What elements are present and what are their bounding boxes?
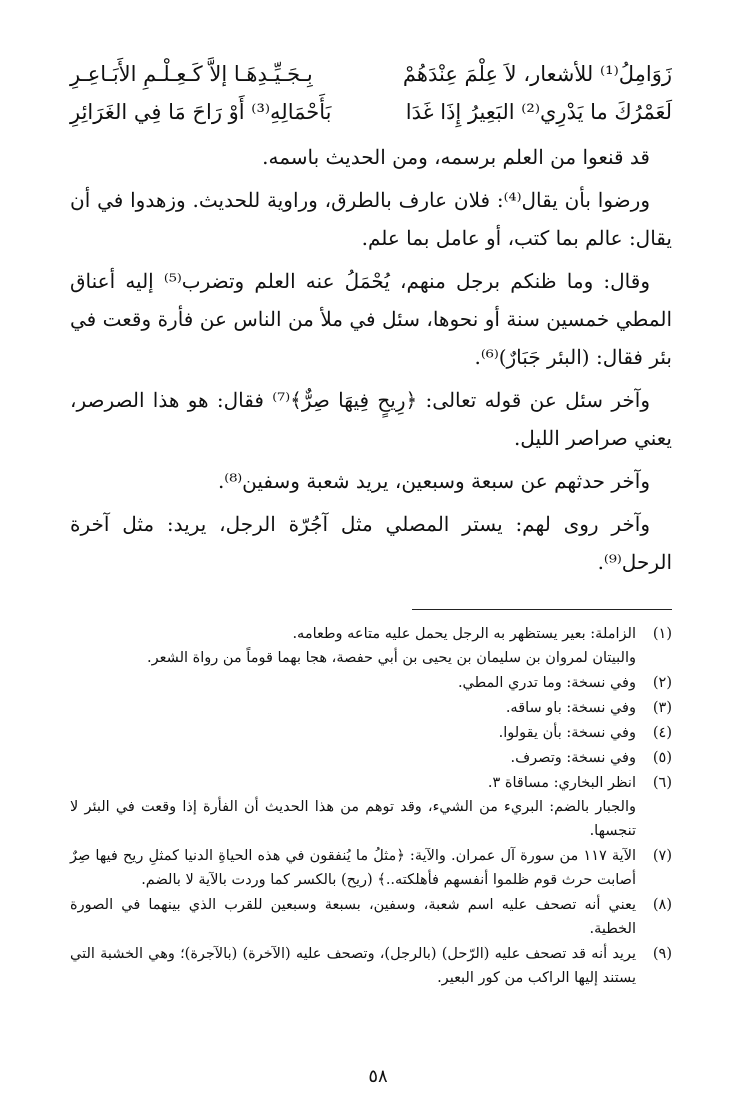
footnote-text: والبيتان لمروان بن سليمان بن يحيى بن أبي حفصة، هجا بهما قوماً من رواة الشعر. (147, 650, 636, 666)
footnote-text: وفي نسخة: وتصرف. (510, 750, 636, 766)
footnote-text: وفي نسخة: باو ساقه. (505, 700, 636, 716)
verse-2-second-hemistich: بَأَحْمَالِهِ⁽³⁾ أَوْ رَاحَ مَا فِي الغَرَائِرِ (70, 100, 332, 124)
footnote-text: الآية ١١٧ من سورة آل عمران. والآية: ﴿مثلُ ما يُنفقون في هذه الحياةِ الدنيا كمثلِ ريح فيها صِرٌ أصابت حرث قوم ظلموا أنفسهم فأهلكته..﴾ (ريح) بالكسر كما وردت بالآية لا بالضم. (70, 848, 636, 888)
footnote-text: انظر البخاري: مساقاة ٣. (487, 775, 636, 791)
book-page (70, 62, 672, 1082)
footnote-7 (70, 844, 672, 892)
verse-1-first-hemistich: زَوَامِلُ⁽¹⁾ للأشعار، لاَ عِلْمَ عِنْدَهُمْ (402, 62, 672, 86)
footnote-number: (١) (652, 626, 672, 642)
verse-2-first-hemistich: لَعَمْرُكَ ما يَدْرِي⁽²⁾ البَعِيرُ إِذَا غَدَا (405, 100, 672, 124)
footnote-number: (٥) (652, 750, 672, 766)
footnote-text: والجبار بالضم: البريء من الشيء، وقد توهم من هذا الحديث أن الفأرة إذا وقعت في البئر لا تنجسها. (70, 799, 636, 839)
footnote-number: (٩) (652, 946, 672, 962)
page-number: ٥٨ (368, 1066, 388, 1087)
paragraph: ورضوا بأن يقال⁽⁴⁾: فلان عارف بالطرق، وراوية للحديث. وزهدوا في أن يقال: عالم بما كتب، أو عامل بما علم. (70, 188, 672, 250)
footnote-number: (٨) (652, 897, 672, 913)
footnotes (70, 622, 672, 990)
paragraph: وقال: وما ظنكم برجل منهم، يُحْمَلُ عنه العلم وتضرب⁽⁵⁾ إليه أعناق المطي خمسين سنة أو نحوها، سئل في ملأ من الناس عن فأرة وقعت في بئر فقال: (البئر جَبَارٌ)⁽⁶⁾. (70, 269, 672, 369)
footnote-text: الزاملة: بعير يستظهر به الرجل يحمل عليه متاعه وطعامه. (292, 626, 636, 642)
paragraph: قد قنعوا من العلم برسمه، ومن الحديث باسمه. (262, 145, 650, 169)
paragraph: وآخر روى لهم: يستر المصلي مثل آجُرّة الرجل، يريد: مثل آخرة الرحل⁽⁹⁾. (70, 512, 672, 574)
paragraph: وآخر حدثهم عن سبعة وسبعين، يريد شعبة وسفين⁽⁸⁾. (217, 469, 650, 493)
footnote-text: يعني أنه تصحف عليه اسم شعبة، وسفين، بسبعة وسبعين للقرب الذي بينهما في الصورة الخطية. (70, 897, 636, 937)
footnote-number: (٣) (652, 700, 672, 716)
verse-line-2 (70, 100, 672, 138)
footnote-2 (70, 671, 672, 695)
footnote-divider (412, 609, 672, 610)
footnote-1 (70, 622, 672, 670)
footnote-9 (70, 942, 672, 990)
footnote-4 (70, 721, 672, 745)
footnote-8 (70, 893, 672, 941)
footnote-3 (70, 696, 672, 720)
footnote-number: (٦) (652, 775, 672, 791)
footnote-number: (٢) (652, 675, 672, 691)
footnote-text: يريد أنه قد تصحف عليه (الرّحل) (بالرجل)، وتصحف عليه (الآخرة) (بالآجرة)؛ وهي الخشبة التي يستند إليها الراكب من كور البعير. (70, 946, 636, 986)
verse-1-second-hemistich: بِـجَـيِّـدِهَـا إلاَّ كَـعِـلْـمِ الأَبَـاعِـرِ (70, 62, 313, 86)
footnote-5 (70, 746, 672, 770)
footnote-text: وفي نسخة: بأن يقولوا. (498, 725, 636, 741)
footnote-number: (٤) (652, 725, 672, 741)
footnote-number: (٧) (652, 848, 672, 864)
footnote-6 (70, 771, 672, 843)
footnote-text: وفي نسخة: وما تدري المطي. (457, 675, 636, 691)
paragraph: وآخر سئل عن قوله تعالى: ﴿رِيحٍ فِيهَا صِرٌّ﴾⁽⁷⁾ فقال: هو هذا الصرصر، يعني صراصر الليل. (70, 388, 672, 450)
main-text (70, 138, 672, 581)
verse-line-1 (70, 62, 672, 100)
